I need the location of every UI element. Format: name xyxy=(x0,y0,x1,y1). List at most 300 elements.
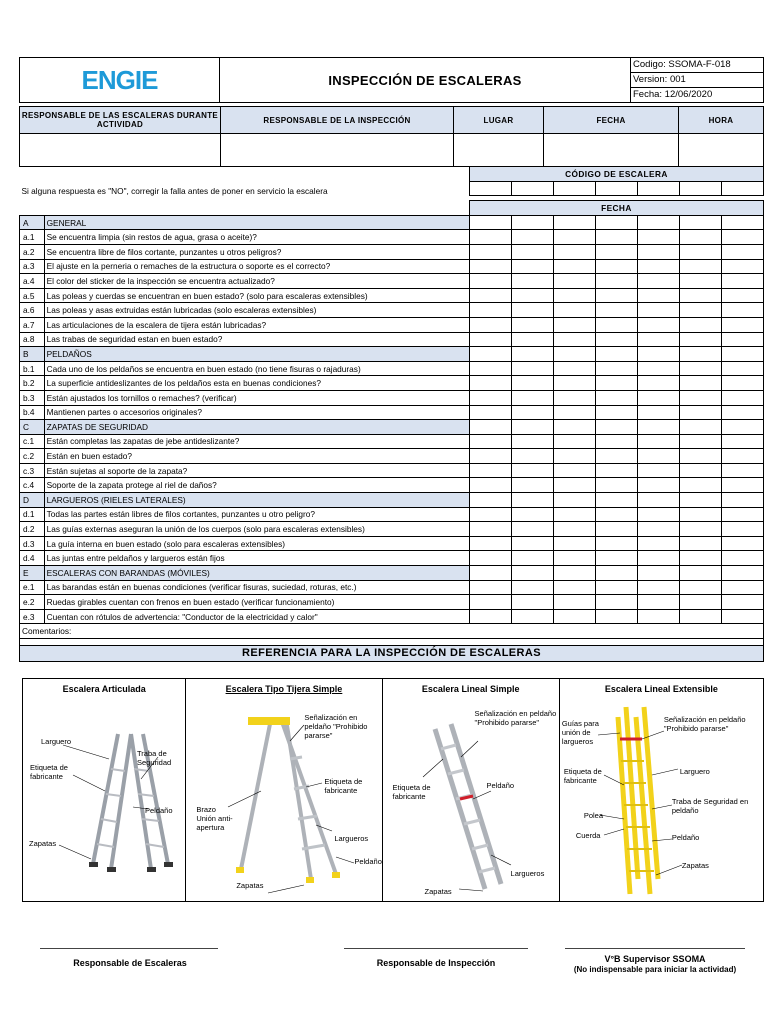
section-letter: A xyxy=(20,215,45,230)
form-header xyxy=(19,57,764,103)
ladder-code-cell[interactable] xyxy=(721,181,763,196)
answer-cell[interactable] xyxy=(595,580,637,595)
date-cell[interactable] xyxy=(637,347,679,362)
answer-cell[interactable] xyxy=(511,390,553,405)
date-cell[interactable] xyxy=(469,493,511,508)
answer-cell[interactable] xyxy=(469,274,511,289)
answer-cell[interactable] xyxy=(553,434,595,449)
table-row xyxy=(20,376,764,391)
answer-cell[interactable] xyxy=(637,244,679,259)
answer-cell[interactable] xyxy=(511,522,553,537)
answer-cell[interactable] xyxy=(595,303,637,318)
answer-cell[interactable] xyxy=(595,434,637,449)
col-lugar: LUGAR xyxy=(454,107,544,134)
answer-cell[interactable] xyxy=(511,609,553,624)
answer-cell[interactable] xyxy=(679,595,721,610)
answer-cell[interactable] xyxy=(553,522,595,537)
form-code: Codigo: SSOMA-F-018 xyxy=(631,58,763,73)
date-cell[interactable] xyxy=(721,493,763,508)
section-row xyxy=(20,493,764,508)
answer-cell[interactable] xyxy=(679,244,721,259)
answer-cell[interactable] xyxy=(553,376,595,391)
answer-cell[interactable] xyxy=(637,551,679,566)
answer-cell[interactable] xyxy=(469,361,511,376)
item-id: c.2 xyxy=(20,449,45,464)
answer-cell[interactable] xyxy=(469,536,511,551)
answer-cell[interactable] xyxy=(511,507,553,522)
item-id: d.3 xyxy=(20,536,45,551)
table-row xyxy=(20,259,764,274)
answer-cell[interactable] xyxy=(469,551,511,566)
answer-cell[interactable] xyxy=(553,595,595,610)
date-cell[interactable] xyxy=(679,566,721,581)
answer-cell[interactable] xyxy=(553,580,595,595)
answer-cell[interactable] xyxy=(637,595,679,610)
answer-cell[interactable] xyxy=(721,361,763,376)
panel-title: Escalera Lineal Extensible xyxy=(604,684,718,694)
answer-cell[interactable] xyxy=(595,230,637,245)
date-cell[interactable] xyxy=(637,566,679,581)
resp-inspeccion-field[interactable] xyxy=(221,134,454,167)
item-question: Se encuentra limpia (sin restos de agua, grasa o aceite)? xyxy=(44,230,469,245)
answer-cell[interactable] xyxy=(595,536,637,551)
answer-cell[interactable] xyxy=(553,478,595,493)
form-version: Version: 001 xyxy=(631,73,763,88)
answer-cell[interactable] xyxy=(469,390,511,405)
section-letter: D xyxy=(20,493,45,508)
answer-cell[interactable] xyxy=(679,317,721,332)
col-fecha: FECHA xyxy=(544,107,679,134)
answer-cell[interactable] xyxy=(637,303,679,318)
answer-cell[interactable] xyxy=(595,288,637,303)
answer-cell[interactable] xyxy=(637,536,679,551)
date-cell[interactable] xyxy=(553,347,595,362)
section-letter: C xyxy=(20,420,45,435)
section-row xyxy=(20,215,764,230)
answer-cell[interactable] xyxy=(511,288,553,303)
answer-cell[interactable] xyxy=(469,303,511,318)
table-row xyxy=(20,405,764,420)
answer-cell[interactable] xyxy=(637,478,679,493)
ladder-code-cell[interactable] xyxy=(553,181,595,196)
answer-cell[interactable] xyxy=(553,259,595,274)
answer-cell[interactable] xyxy=(511,376,553,391)
answer-cell[interactable] xyxy=(553,405,595,420)
table-row xyxy=(20,580,764,595)
item-question: Soporte de la zapata protege al riel de daños? xyxy=(44,478,469,493)
table-row xyxy=(20,303,764,318)
answer-cell[interactable] xyxy=(679,463,721,478)
answer-cell[interactable] xyxy=(721,274,763,289)
answer-cell[interactable] xyxy=(511,361,553,376)
answer-cell[interactable] xyxy=(721,390,763,405)
answer-cell[interactable] xyxy=(553,551,595,566)
item-question: Las poleas y cuerdas se encuentran en buen estado? (solo para escaleras extensibles) xyxy=(44,288,469,303)
date-cell[interactable] xyxy=(679,347,721,362)
answer-cell[interactable] xyxy=(679,551,721,566)
item-question: Mantienen partes o accesorios originales? xyxy=(44,405,469,420)
answer-cell[interactable] xyxy=(595,595,637,610)
table-row xyxy=(20,449,764,464)
answer-cell[interactable] xyxy=(469,609,511,624)
ladder-code-cell[interactable] xyxy=(511,181,553,196)
answer-cell[interactable] xyxy=(553,507,595,522)
answer-cell[interactable] xyxy=(721,405,763,420)
answer-cell[interactable] xyxy=(721,609,763,624)
answer-cell[interactable] xyxy=(679,288,721,303)
answer-cell[interactable] xyxy=(679,434,721,449)
table-row xyxy=(20,522,764,537)
answer-cell[interactable] xyxy=(637,230,679,245)
answer-cell[interactable] xyxy=(721,317,763,332)
answer-cell[interactable] xyxy=(469,230,511,245)
item-question: Todas las partes están libres de filos cortantes, punzantes u otro peligro? xyxy=(44,507,469,522)
date-cell[interactable] xyxy=(721,347,763,362)
date-cell[interactable] xyxy=(553,420,595,435)
date-cell[interactable] xyxy=(637,493,679,508)
table-row xyxy=(20,361,764,376)
answer-cell[interactable] xyxy=(511,580,553,595)
date-cell[interactable] xyxy=(637,420,679,435)
item-id: e.2 xyxy=(20,595,45,610)
answer-cell[interactable] xyxy=(637,507,679,522)
answer-cell[interactable] xyxy=(721,478,763,493)
item-id: b.2 xyxy=(20,376,45,391)
answer-cell[interactable] xyxy=(679,303,721,318)
answer-cell[interactable] xyxy=(553,463,595,478)
answer-cell[interactable] xyxy=(595,317,637,332)
answer-cell[interactable] xyxy=(511,536,553,551)
answer-cell[interactable] xyxy=(553,274,595,289)
date-cell[interactable] xyxy=(721,566,763,581)
answer-cell[interactable] xyxy=(721,434,763,449)
answer-cell[interactable] xyxy=(553,317,595,332)
item-id: c.1 xyxy=(20,434,45,449)
table-row xyxy=(20,288,764,303)
item-question: Se encuentra libre de filos cortante, punzantes u otros peligros? xyxy=(44,244,469,259)
item-question: Están ajustados los tornillos o remaches? (verificar) xyxy=(44,390,469,405)
hora-field[interactable] xyxy=(679,134,764,167)
answer-cell[interactable] xyxy=(511,317,553,332)
section-title: PELDAÑOS xyxy=(44,347,469,362)
answer-cell[interactable] xyxy=(637,274,679,289)
answer-cell[interactable] xyxy=(721,507,763,522)
col-resp-inspeccion: RESPONSABLE DE LA INSPECCIÓN xyxy=(221,107,454,134)
answer-cell[interactable] xyxy=(511,259,553,274)
panel-title: Escalera Tipo Tijera Simple xyxy=(225,684,343,694)
section-row xyxy=(20,347,764,362)
answer-cell[interactable] xyxy=(595,361,637,376)
answer-cell[interactable] xyxy=(595,244,637,259)
answer-cell[interactable] xyxy=(679,580,721,595)
answer-cell[interactable] xyxy=(553,609,595,624)
answer-cell[interactable] xyxy=(511,551,553,566)
item-id: d.4 xyxy=(20,551,45,566)
table-row xyxy=(20,595,764,610)
answer-cell[interactable] xyxy=(721,551,763,566)
answer-cell[interactable] xyxy=(511,303,553,318)
responsables-table xyxy=(19,106,764,167)
ladder-code-cell[interactable] xyxy=(679,181,721,196)
panel-title: Escalera Articulada xyxy=(62,684,146,694)
answer-cell[interactable] xyxy=(595,405,637,420)
fecha-field[interactable] xyxy=(544,134,679,167)
answer-cell[interactable] xyxy=(553,230,595,245)
answer-cell[interactable] xyxy=(679,361,721,376)
table-row xyxy=(20,230,764,245)
answer-cell[interactable] xyxy=(595,376,637,391)
answer-cell[interactable] xyxy=(637,449,679,464)
answer-cell[interactable] xyxy=(679,332,721,347)
answer-cell[interactable] xyxy=(679,536,721,551)
answer-cell[interactable] xyxy=(637,609,679,624)
date-cell[interactable] xyxy=(721,215,763,230)
answer-cell[interactable] xyxy=(595,507,637,522)
date-cell[interactable] xyxy=(595,493,637,508)
section-title: ZAPATAS DE SEGURIDAD xyxy=(44,420,469,435)
col-hora: HORA xyxy=(679,107,764,134)
answer-cell[interactable] xyxy=(679,609,721,624)
answer-cell[interactable] xyxy=(511,230,553,245)
answer-cell[interactable] xyxy=(511,405,553,420)
table-row xyxy=(20,274,764,289)
answer-cell[interactable] xyxy=(553,390,595,405)
answer-cell[interactable] xyxy=(721,259,763,274)
answer-cell[interactable] xyxy=(721,244,763,259)
answer-cell[interactable] xyxy=(553,303,595,318)
date-cell[interactable] xyxy=(721,420,763,435)
answer-cell[interactable] xyxy=(721,288,763,303)
item-id: a.7 xyxy=(20,317,45,332)
table-row xyxy=(20,434,764,449)
signature-supervisor-note: (No indispensable para iniciar la actividad) xyxy=(573,965,737,974)
date-cell[interactable] xyxy=(679,420,721,435)
item-question: La guía interna en buen estado (solo para escaleras extensibles) xyxy=(44,536,469,551)
table-row xyxy=(20,507,764,522)
answer-cell[interactable] xyxy=(553,288,595,303)
answer-cell[interactable] xyxy=(469,478,511,493)
answer-cell[interactable] xyxy=(553,332,595,347)
signature-line-supervisor xyxy=(565,948,745,949)
answer-cell[interactable] xyxy=(469,449,511,464)
answer-cell[interactable] xyxy=(679,449,721,464)
answer-cell[interactable] xyxy=(469,522,511,537)
answer-cell[interactable] xyxy=(637,390,679,405)
answer-cell[interactable] xyxy=(469,580,511,595)
answer-cell[interactable] xyxy=(469,595,511,610)
answer-cell[interactable] xyxy=(637,463,679,478)
item-question: Están completas las zapatas de jebe antideslizante? xyxy=(44,434,469,449)
date-cell[interactable] xyxy=(595,347,637,362)
date-cell[interactable] xyxy=(679,493,721,508)
answer-cell[interactable] xyxy=(721,303,763,318)
date-cell[interactable] xyxy=(679,215,721,230)
answer-cell[interactable] xyxy=(553,244,595,259)
signature-supervisor: V°B Supervisor SSOMA xyxy=(604,954,706,964)
answer-cell[interactable] xyxy=(721,536,763,551)
table-row xyxy=(20,332,764,347)
answer-cell[interactable] xyxy=(721,580,763,595)
section-letter: B xyxy=(20,347,45,362)
section-row xyxy=(20,566,764,581)
panel-articulada: Escalera Articulada Larguero Traba de Seguridad Etiqueta de fabricante Peldaño Zapatas xyxy=(23,679,186,901)
answer-cell[interactable] xyxy=(511,434,553,449)
answer-cell[interactable] xyxy=(595,463,637,478)
ladder-code-cell[interactable] xyxy=(637,181,679,196)
item-question: Las poleas y asas extruidas están lubricadas (solo escaleras extensibles) xyxy=(44,303,469,318)
answer-cell[interactable] xyxy=(637,405,679,420)
answer-cell[interactable] xyxy=(511,463,553,478)
resp-escaleras-field[interactable] xyxy=(20,134,221,167)
answer-cell[interactable] xyxy=(511,332,553,347)
answer-cell[interactable] xyxy=(721,376,763,391)
engie-logo: ENGIE xyxy=(20,58,220,103)
answer-cell[interactable] xyxy=(637,522,679,537)
answer-cell[interactable] xyxy=(595,449,637,464)
date-cell[interactable] xyxy=(595,420,637,435)
answer-cell[interactable] xyxy=(679,390,721,405)
answer-cell[interactable] xyxy=(595,478,637,493)
answer-cell[interactable] xyxy=(469,434,511,449)
answer-cell[interactable] xyxy=(679,230,721,245)
ladder-code-cell[interactable] xyxy=(469,181,511,196)
answer-cell[interactable] xyxy=(637,361,679,376)
answer-cell[interactable] xyxy=(637,376,679,391)
answer-cell[interactable] xyxy=(637,434,679,449)
answer-cell[interactable] xyxy=(469,244,511,259)
answer-cell[interactable] xyxy=(595,274,637,289)
answer-cell[interactable] xyxy=(679,405,721,420)
answer-cell[interactable] xyxy=(595,609,637,624)
answer-cell[interactable] xyxy=(637,580,679,595)
checklist-table xyxy=(19,166,764,654)
item-question: Las juntas entre peldaños y largueros están fijos xyxy=(44,551,469,566)
item-id: a.6 xyxy=(20,303,45,318)
answer-cell[interactable] xyxy=(637,317,679,332)
answer-cell[interactable] xyxy=(469,259,511,274)
date-cell[interactable] xyxy=(511,347,553,362)
answer-cell[interactable] xyxy=(721,449,763,464)
item-question: Cada uno de los peldaños se encuentra en buen estado (no tiene fisuras o rajaduras) xyxy=(44,361,469,376)
fecha-label: FECHA xyxy=(469,201,763,216)
section-row xyxy=(20,420,764,435)
item-id: a.8 xyxy=(20,332,45,347)
lugar-field[interactable] xyxy=(454,134,544,167)
extension-ladder-icon xyxy=(560,679,763,901)
answer-cell[interactable] xyxy=(553,536,595,551)
answer-cell[interactable] xyxy=(511,274,553,289)
answer-cell[interactable] xyxy=(595,332,637,347)
answer-cell[interactable] xyxy=(511,478,553,493)
form-date: Fecha: 12/06/2020 xyxy=(633,89,713,100)
date-cell[interactable] xyxy=(637,215,679,230)
answer-cell[interactable] xyxy=(679,259,721,274)
table-row xyxy=(20,609,764,624)
answer-cell[interactable] xyxy=(511,595,553,610)
answer-cell[interactable] xyxy=(637,332,679,347)
answer-cell[interactable] xyxy=(679,274,721,289)
signature-line-inspeccion xyxy=(344,948,528,949)
answer-cell[interactable] xyxy=(679,478,721,493)
articulated-ladder-icon xyxy=(23,679,186,901)
panel-lineal: Escalera Lineal Simple Señalización en peldaño "Prohibido pararse" Etiqueta de fabricante Peldaño Largueros Zapatas xyxy=(383,679,560,901)
date-cell[interactable] xyxy=(511,420,553,435)
answer-cell[interactable] xyxy=(721,230,763,245)
date-cell[interactable] xyxy=(469,215,511,230)
answer-cell[interactable] xyxy=(511,449,553,464)
date-cell[interactable] xyxy=(511,566,553,581)
item-id: a.3 xyxy=(20,259,45,274)
ladder-code-cell[interactable] xyxy=(595,181,637,196)
answer-cell[interactable] xyxy=(511,244,553,259)
date-cell[interactable] xyxy=(469,347,511,362)
answer-cell[interactable] xyxy=(721,595,763,610)
item-id: b.3 xyxy=(20,390,45,405)
codigo-escalera-label: CÓDIGO DE ESCALERA xyxy=(469,167,763,182)
date-cell[interactable] xyxy=(553,566,595,581)
item-question: La superficie antideslizantes de los peldaños esta en buenas condiciones? xyxy=(44,376,469,391)
item-id: d.1 xyxy=(20,507,45,522)
date-cell[interactable] xyxy=(469,420,511,435)
answer-cell[interactable] xyxy=(595,522,637,537)
answer-cell[interactable] xyxy=(679,522,721,537)
answer-cell[interactable] xyxy=(469,317,511,332)
answer-cell[interactable] xyxy=(469,507,511,522)
answer-cell[interactable] xyxy=(469,288,511,303)
answer-cell[interactable] xyxy=(637,288,679,303)
answer-cell[interactable] xyxy=(721,463,763,478)
date-cell[interactable] xyxy=(469,566,511,581)
answer-cell[interactable] xyxy=(469,332,511,347)
answer-cell[interactable] xyxy=(721,332,763,347)
item-question: Cuentan con rótulos de advertencia: "Conductor de la electricidad y calor" xyxy=(44,609,469,624)
item-id: b.4 xyxy=(20,405,45,420)
answer-cell[interactable] xyxy=(595,551,637,566)
answer-cell[interactable] xyxy=(679,376,721,391)
answer-cell[interactable] xyxy=(637,259,679,274)
col-resp-escaleras: RESPONSABLE DE LAS ESCALERAS DURANTE ACTIVIDAD xyxy=(20,107,221,134)
date-cell[interactable] xyxy=(511,215,553,230)
date-cell[interactable] xyxy=(553,493,595,508)
panel-tijera: Escalera Tipo Tijera Simple Señalización en peldaño "Prohibido pararse" Etiqueta de fabricante Brazo Unión anti-apertura Largueros Peldaño Zapatas xyxy=(186,679,382,901)
answer-cell[interactable] xyxy=(721,522,763,537)
date-cell[interactable] xyxy=(511,493,553,508)
table-row xyxy=(20,317,764,332)
answer-cell[interactable] xyxy=(595,259,637,274)
answer-cell[interactable] xyxy=(469,405,511,420)
item-id: e.3 xyxy=(20,609,45,624)
answer-cell[interactable] xyxy=(469,463,511,478)
date-cell[interactable] xyxy=(553,215,595,230)
table-row xyxy=(20,463,764,478)
item-id: a.2 xyxy=(20,244,45,259)
answer-cell[interactable] xyxy=(679,507,721,522)
answer-cell[interactable] xyxy=(469,376,511,391)
answer-cell[interactable] xyxy=(553,449,595,464)
table-row xyxy=(20,244,764,259)
item-id: c.3 xyxy=(20,463,45,478)
answer-cell[interactable] xyxy=(553,361,595,376)
answer-cell[interactable] xyxy=(595,390,637,405)
comentarios-label: Comentarios: xyxy=(20,624,764,639)
item-question: Las barandas están en buenas condiciones (verificar fisuras, suciedad, roturas, etc.) xyxy=(44,580,469,595)
item-id: a.4 xyxy=(20,274,45,289)
reference-title: REFERENCIA PARA LA INSPECCIÓN DE ESCALERAS xyxy=(19,645,764,662)
item-question: Están en buen estado? xyxy=(44,449,469,464)
item-id: a.5 xyxy=(20,288,45,303)
date-cell[interactable] xyxy=(595,215,637,230)
date-cell[interactable] xyxy=(595,566,637,581)
